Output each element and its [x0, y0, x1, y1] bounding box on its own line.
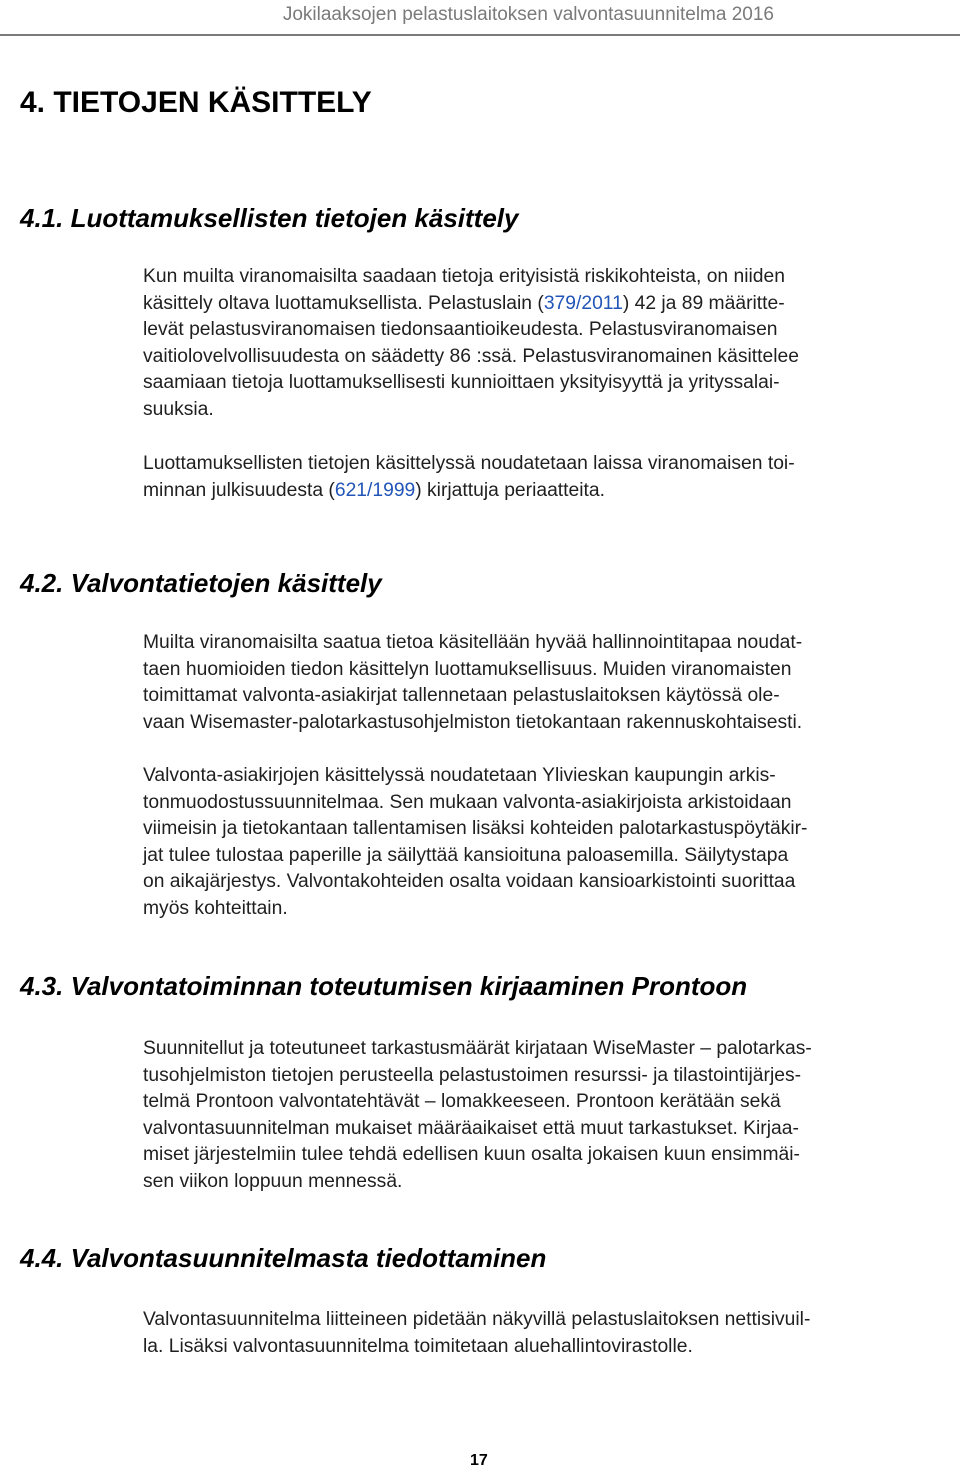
- text-line: tonmuodostussuunnitelmaa. Sen mukaan valvonta-asiakirjoista arkistoidaan: [143, 791, 792, 813]
- text-line: minnan julkisuudesta (621/1999) kirjattuja periaatteita.: [143, 479, 605, 501]
- section-4-1-paragraph-1: [143, 264, 943, 424]
- text-line: miset järjestelmiin tulee tehdä edellisen kuun osalta jokaisen kuun ensimmäi-: [143, 1144, 800, 1166]
- text-line: sen viikon loppuun mennessä.: [143, 1170, 403, 1192]
- text-line: Muilta viranomaisilta saatua tietoa käsitellään hyvää hallinnointitapaa noudat-: [143, 632, 803, 653]
- text-line: telmä Prontoon valvontatehtävät – lomakkeeseen. Prontoon kerätään sekä: [143, 1091, 781, 1113]
- text-line: on aikajärjestys. Valvontakohteiden osalta voidaan kansioarkistointi suorittaa: [143, 871, 796, 893]
- section-heading-4-4: 4.4. Valvontasuunnitelmasta tiedottaminen: [20, 1243, 547, 1273]
- text-line: viimeisin ja tietokantaan tallentamisen lisäksi kohteiden palotarkastuspöytäkir-: [143, 818, 808, 840]
- text-line: Valvonta-asiakirjojen käsittelyssä noudatetaan Ylivieskan kaupungin arkis-: [143, 765, 776, 786]
- text-line: tusohjelmiston tietojen perusteella pelastustoimen resurssi- ja tilastointijärjes-: [143, 1064, 802, 1086]
- text-line: la. Lisäksi valvontasuunnitelma toimitetaan aluehallintovirastolle.: [143, 1335, 693, 1357]
- text-line: myös kohteittain.: [143, 897, 288, 919]
- text-line: Kun muilta viranomaisilta saadaan tietoja erityisistä riskikohteista, on niiden: [143, 266, 785, 287]
- text-line: jat tulee tulostaa paperille ja säilyttää kansioituna paloasemilla. Säilytystapa: [143, 844, 789, 866]
- text-line: taen huomioiden tiedon käsittelyn luottamuksellisuus. Muiden viranomaisten: [143, 658, 792, 680]
- section-4-2-paragraph-1: [143, 630, 943, 736]
- text-line: saamiaan tietoja luottamuksellisesti kunnioittaen yksityisyyttä ja yrityssalai-: [143, 372, 780, 394]
- header-rule: [0, 34, 960, 36]
- section-4-1-paragraph-2: [143, 451, 943, 504]
- text-line: vaan Wisemaster-palotarkastusohjelmiston tietokantaan rakennuskohtaisesti.: [143, 711, 803, 733]
- text-line: Luottamuksellisten tietojen käsittelyssä noudatetaan laissa viranomaisen toi-: [143, 453, 795, 474]
- page-number: 17: [470, 1452, 488, 1469]
- section-4-2-paragraph-2: [143, 763, 943, 923]
- text-line: toimittamat valvonta-asiakirjat tallennetaan pelastuslaitoksen käytössä ole-: [143, 685, 780, 707]
- chapter-title: 4. TIETOJEN KÄSITTELY: [20, 86, 372, 119]
- text-line: levät pelastusviranomaisen tiedonsaantioikeudesta. Pelastusviranomaisen: [143, 319, 778, 341]
- text-line: valvontasuunnitelman mukaiset määräaikaiset että muut tarkastukset. Kirjaa-: [143, 1117, 799, 1139]
- text-line: vaitiolovelvollisuudesta on säädetty 86 :ssä. Pelastusviranomainen käsittelee: [143, 345, 799, 367]
- law-link-621-1999[interactable]: 621/1999: [334, 479, 416, 501]
- section-heading-4-2: 4.2. Valvontatietojen käsittely: [20, 568, 382, 598]
- section-heading-4-3: 4.3. Valvontatoiminnan toteutumisen kirjaaminen Prontoon: [20, 971, 748, 1001]
- section-4-3-paragraph-1: [143, 1036, 943, 1196]
- section-4-4-paragraph-1: [143, 1307, 943, 1360]
- law-link-379-2011[interactable]: 379/2011: [543, 292, 623, 314]
- text-line: käsittely oltava luottamuksellista. Pelastuslain (379/2011) 42 ja 89 määritte-: [143, 292, 785, 314]
- section-heading-4-1: 4.1. Luottamuksellisten tietojen käsittely: [20, 203, 519, 233]
- text-line: suuksia.: [143, 398, 214, 420]
- running-header: Jokilaaksojen pelastuslaitoksen valvontasuunnitelma 2016: [282, 4, 774, 25]
- text-line: Suunnitellut ja toteutuneet tarkastusmäärät kirjataan WiseMaster – palotarkas-: [143, 1038, 812, 1059]
- text-line: Valvontasuunnitelma liitteineen pidetään näkyvillä pelastuslaitoksen nettisivuil-: [143, 1309, 811, 1330]
